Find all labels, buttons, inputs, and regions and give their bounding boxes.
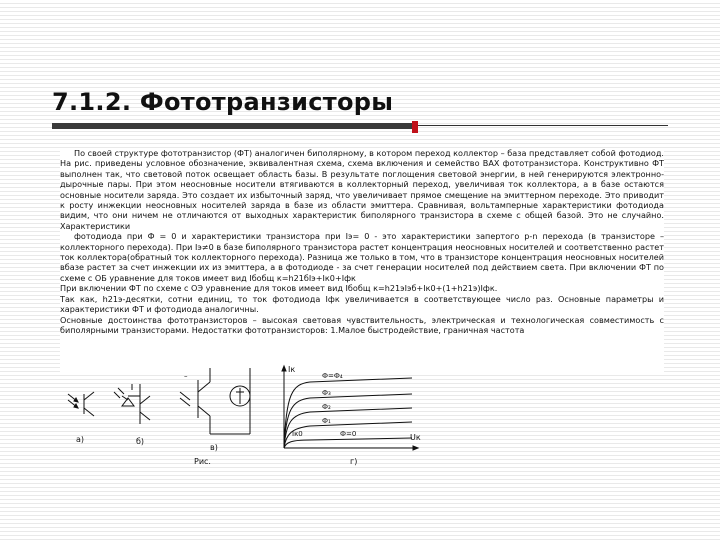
paragraph-intro: По своей структуре фототранзистор (ФТ) аналогичен биполярному, в котором переход коллектор – база представляет собой фотодиод. На рис. приведены условное обозначение, эквивалентная схема, схема включения и семейство ВАХ фототранзистора. Конструктивно ФТ выполнен так, что световой поток освещает область базы. В результате поглощения световой энергии, в ней генерируются электронно-дырочные пары. При этом неосновные носители втягиваются в коллекторный переход, увеличивая ток коллектора, а в базе остаются основные носители заряда. Это создает их избыточный заряд, что увеличивает прямое смещение на эмиттерном переходе. Это приводит к росту инжекции неосновных носителей заряда в базе из области эмиттера. Сравнивая, вольтамперные характеристики фотодиода видим, что они ничем не отличаются от выходных характеристик биполярного транзистора в схеме с общей базой. Это не случайно. Характеристики	[60, 148, 664, 231]
title-underline	[52, 123, 412, 129]
paragraph-gain: Так как, h21э-десятки, сотни единиц, то ток фотодиода Iфк увеличивается в соответствующее число раз. Основные параметры и характеристики ФТ и фотодиода аналогичны.	[60, 293, 664, 315]
paragraph-characteristics: фотодиода при Ф = 0 и характеристики транзистора при Iэ= 0 - это характеристики запертого p-n перехода (в транзисторе – коллекторного перехода). При Iэ≠0 в базе биполярного транзистора растет концентрация неосновных носителей и соответственно растет ток коллектора(обратный ток коллекторного перехода). Разница же только в том, что в транзисторе концентрация неосновных носителей вбазе растет за счет инжекции их из эмиттера, а в фотодиоде - за счет генерации носителей под действием света. При включении ФТ по схеме с ОБ уравнение для токов имеет вид Iбобщ к=h21бIэ+Iк0+Iфк	[60, 231, 664, 283]
label-b: б)	[136, 437, 145, 446]
curve-phi2	[284, 408, 412, 448]
curve-phi0	[284, 438, 412, 448]
dark-current-label: Iк0	[292, 430, 303, 438]
label-v: в)	[210, 443, 218, 452]
label-a: а)	[76, 435, 85, 444]
iv-characteristics	[282, 365, 421, 466]
body-text	[60, 148, 664, 374]
axis-y-label: Iк	[288, 365, 296, 374]
figure-caption: Рис.	[194, 457, 211, 466]
svg-text:–: –	[184, 372, 188, 380]
label-g: г)	[350, 457, 358, 466]
title-underline-thin	[418, 125, 668, 126]
title-underline-accent	[412, 121, 418, 133]
paragraph-ce-equation: При включении ФТ по схеме с ОЭ уравнение для токов имеет вид Iбобщ к=h21эIэб+Iк0+(1+h21э)Iфк.	[60, 283, 498, 294]
phototransistor-symbol	[68, 392, 94, 444]
axis-x-label: Uк	[410, 433, 421, 442]
equivalent-circuit	[114, 384, 150, 446]
curve-label-phi2: Ф₂	[322, 403, 331, 411]
paragraph-advantages: Основные достоинства фототранзисторов – высокая световая чувствительность, электрическая и технологическая совместимость с биполярными транзисторами. Недостатки фототранзисторов: 1.Малое быстродействие, граничная частота	[60, 314, 664, 335]
connection-scheme	[180, 368, 250, 466]
figure-phototransistor	[60, 364, 664, 476]
curve-label-phi4: Ф=Ф₄	[322, 372, 343, 380]
curve-label-phi3: Ф₃	[322, 389, 331, 397]
curve-label-phi1: Ф₁	[322, 417, 331, 425]
zero-flux-label: Ф=0	[340, 430, 357, 438]
slide-title: 7.1.2. Фототранзисторы	[52, 88, 394, 116]
